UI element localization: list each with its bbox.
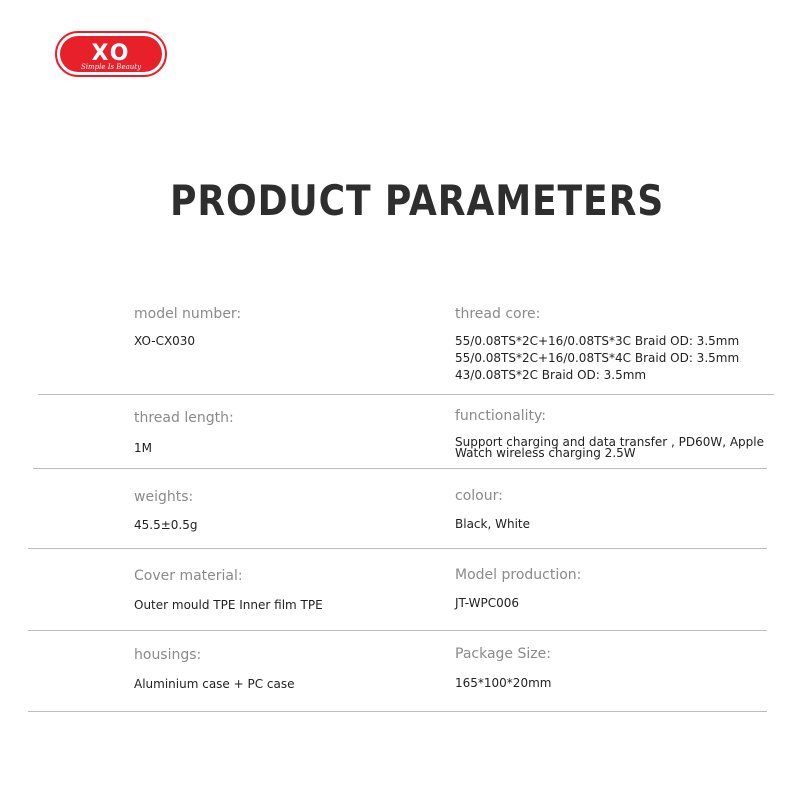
functionality-label: functionality: xyxy=(455,408,547,424)
colour-label: colour: xyxy=(455,488,503,504)
package-size-value: 165*100*20mm xyxy=(455,676,552,690)
weights-value: 45.5±0.5g xyxy=(134,518,198,532)
thread-core-line: 55/0.08TS*2C+16/0.08TS*3C Braid OD: 3.5mm xyxy=(455,334,740,348)
housings-label: housings: xyxy=(134,647,202,663)
model-production-value: JT-WPC006 xyxy=(455,596,519,610)
functionality-line: Support charging and data transfer , PD60W, Apple xyxy=(455,435,764,449)
cover-material-label: Cover material: xyxy=(134,568,243,584)
divider xyxy=(28,630,767,631)
divider xyxy=(33,468,767,469)
cover-material-value: Outer mould TPE Inner film TPE xyxy=(134,598,323,612)
functionality-value xyxy=(455,437,764,459)
model-production-label: Model production: xyxy=(455,567,582,583)
thread-core-value xyxy=(455,333,739,384)
thread-length-label: thread length: xyxy=(134,410,234,426)
housings-value: Aluminium case + PC case xyxy=(134,677,295,691)
logo-tagline: Simple Is Beauty xyxy=(80,63,142,71)
package-size-label: Package Size: xyxy=(455,646,551,662)
thread-core-label: thread core: xyxy=(455,306,541,322)
thread-length-value: 1M xyxy=(134,441,152,455)
page-title: PRODUCT PARAMETERS xyxy=(170,176,665,225)
xo-logo xyxy=(55,31,167,77)
model-number-value: XO-CX030 xyxy=(134,334,196,348)
divider xyxy=(28,711,767,712)
weights-label: weights: xyxy=(134,489,194,505)
model-number-label: model number: xyxy=(134,306,242,322)
divider xyxy=(28,548,767,549)
thread-core-line: 55/0.08TS*2C+16/0.08TS*4C Braid OD: 3.5mm xyxy=(455,351,740,365)
functionality-line: Watch wireless charging 2.5W xyxy=(455,446,636,460)
colour-value: Black, White xyxy=(455,517,530,531)
logo-mark: XO xyxy=(91,41,131,66)
thread-core-line: 43/0.08TS*2C Braid OD: 3.5mm xyxy=(455,368,647,382)
divider xyxy=(38,394,774,395)
